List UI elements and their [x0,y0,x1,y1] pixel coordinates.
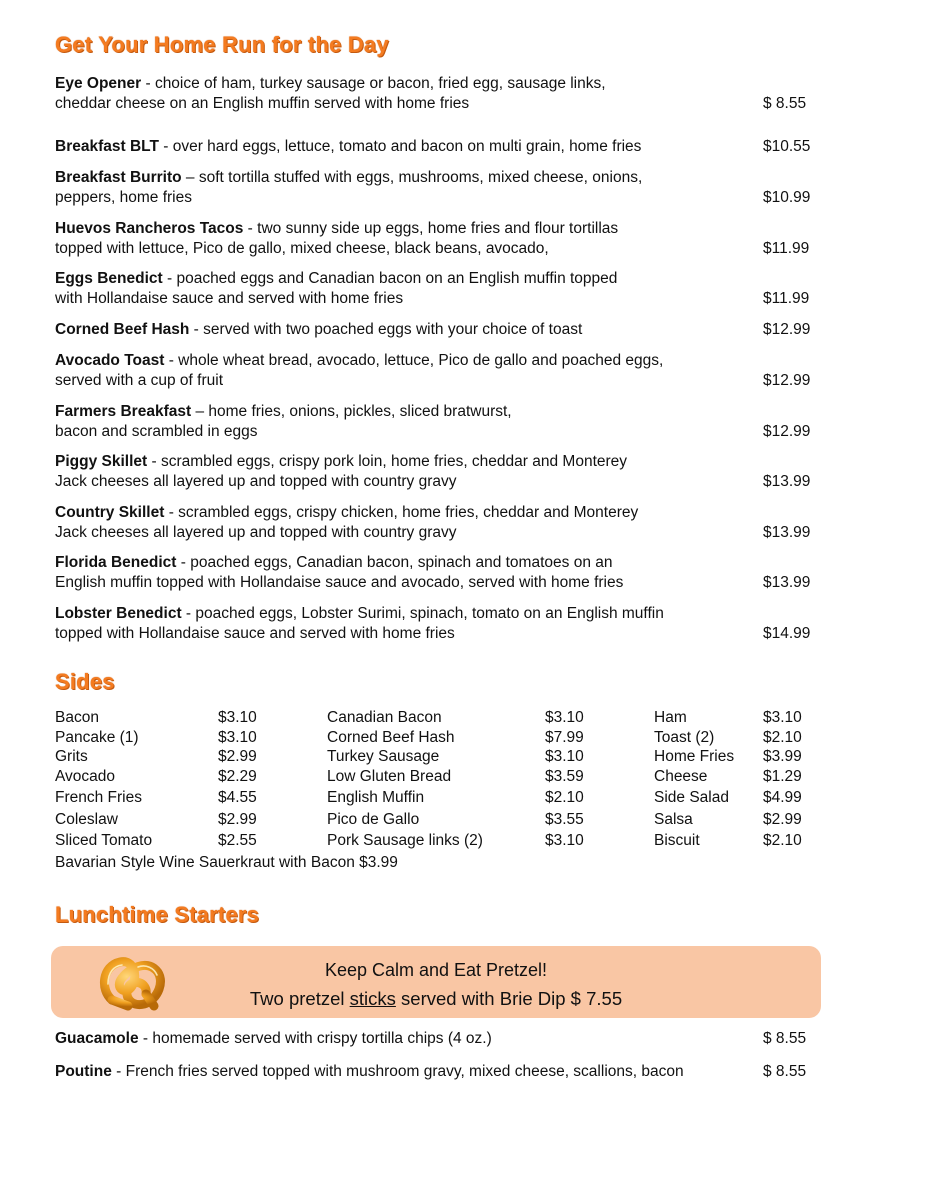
promo-line-2-start: Two pretzel [249,988,350,1009]
menu-item-description [55,137,745,157]
sides-row [55,811,875,831]
menu-item-desc-line-1: home fries, onions, pickles, sliced bratwurst, [208,403,512,420]
menu-item-name: Avocado Toast [55,352,165,369]
menu-item-desc-line-1: served with two poached eggs with your choice of toast [203,321,583,338]
menu-item-description [55,74,745,113]
side-item-price: $2.99 [218,811,257,828]
menu-item [55,553,875,592]
menu-item-description [55,604,745,643]
side-item-price: $2.29 [218,768,257,785]
side-item-price: $4.55 [218,789,257,806]
menu-item-separator: - [176,554,191,571]
menu-item-name: Farmers Breakfast [55,403,192,420]
menu-item-description [55,1029,745,1049]
menu-item-description [55,269,745,308]
menu-item-desc-line-2: Jack cheeses all layered up and topped with country gravy [55,472,457,490]
menu-item-desc-line-1: poached eggs, Lobster Surimi, spinach, tomato on an English muffin [195,605,664,622]
menu-item-desc-line-1: poached eggs, Canadian bacon, spinach and tomatoes on an [190,554,613,571]
side-item-name: Side Salad [654,789,729,806]
menu-item-desc-line-1: soft tortilla stuffed with eggs, mushrooms, mixed cheese, onions, [198,169,643,186]
menu-item-desc-line-1: whole wheat bread, avocado, lettuce, Pico de gallo and poached eggs, [178,352,664,369]
menu-item-name: Poutine [55,1063,112,1080]
side-item-price: $3.99 [763,748,802,765]
side-item-name: Coleslaw [55,811,118,828]
side-item-price: $1.29 [763,768,802,785]
menu-item-desc-line-1: poached eggs and Canadian bacon on an English muffin topped [176,270,618,287]
side-item-name: Sliced Tomato [55,832,153,849]
menu-item-description [55,219,745,258]
menu-item-separator: - [181,605,196,622]
menu-item-separator: - [164,504,179,521]
menu-item-description [55,351,745,390]
menu-item-name: Breakfast Burrito [55,169,182,186]
menu-item-desc-line-1: choice of ham, turkey sausage or bacon, fried egg, sausage links, [154,75,606,92]
side-item-name: French Fries [55,789,142,806]
menu-item-desc-line-2: Jack cheeses all layered up and topped with country gravy [55,523,457,541]
menu-item-desc-line-2: bacon and scrambled in eggs [55,422,258,440]
menu-item-separator: - [141,75,155,92]
side-item-name: Ham [654,709,687,726]
menu-item-price: $ 8.55 [763,1030,807,1047]
menu-item-price: $13.99 [763,523,811,541]
menu-item-description [55,168,745,207]
menu-item-desc-line-2: topped with lettuce, Pico de gallo, mixed cheese, black beans, avocado, [55,239,549,257]
side-item-price: $3.10 [545,748,584,765]
menu-item-description [55,402,745,441]
side-item-name: Salsa [654,811,693,828]
menu-item-desc-line-1: over hard eggs, lettuce, tomato and bacon on multi grain, home fries [172,138,642,155]
menu-item-separator: - [164,352,179,369]
menu-item-desc-line-2: peppers, home fries [55,188,192,206]
menu-item-separator: - [138,1030,153,1047]
side-item-price: $2.99 [218,748,257,765]
side-item-price: $7.99 [545,729,584,746]
sides-row [55,832,875,852]
menu-item-separator: - [147,453,161,470]
menu-item-desc-line-1: homemade served with crispy tortilla chips (4 oz.) [152,1030,492,1047]
menu-item-name: Huevos Rancheros Tacos [55,220,244,237]
side-item-price: $2.10 [763,729,802,746]
menu-item-separator: - [162,270,177,287]
menu-item-price: $12.99 [763,371,811,389]
menu-item [55,168,875,207]
menu-item [55,137,875,157]
sides-row [55,748,875,768]
side-item-price: $3.10 [218,709,257,726]
menu-item-separator: – [191,403,209,420]
menu-item-description [55,452,745,491]
menu-item-separator: - [189,321,204,338]
menu-item [55,269,875,308]
menu-item [55,503,875,542]
side-item-price: $3.10 [763,709,802,726]
menu-item-name: Piggy Skillet [55,453,148,470]
menu-item-name: Guacamole [55,1030,139,1047]
side-item-name: Corned Beef Hash [327,729,455,746]
menu-item [55,351,875,390]
menu-item-description [55,553,745,592]
side-item-name: Pico de Gallo [327,811,420,828]
promo-line-2-underlined: sticks [349,988,396,1009]
sides-row [55,709,875,729]
menu-item-description [55,320,745,340]
menu-item-description [55,503,745,542]
menu-item-description [55,1062,745,1082]
menu-item-price: $ 8.55 [763,94,807,112]
menu-item-name: Country Skillet [55,504,165,521]
menu-item-name: Lobster Benedict [55,605,182,622]
menu-item-separator: - [158,138,173,155]
menu-item [55,74,875,113]
side-item-name: Canadian Bacon [327,709,442,726]
side-item-name: Biscuit [654,832,700,849]
side-item-name: Pork Sausage links (2) [327,832,483,849]
menu-item-separator: - [243,220,258,237]
promo-line-2-end: served with Brie Dip $ 7.55 [395,988,623,1009]
menu-item-name: Breakfast BLT [55,138,159,155]
side-item-price: $3.10 [218,729,257,746]
side-item-name: Home Fries [654,748,735,765]
side-item-price: $3.10 [545,709,584,726]
side-item-price: $3.55 [545,811,584,828]
menu-item-separator: - [111,1063,126,1080]
side-item-price: $2.55 [218,832,257,849]
menu-item-desc-line-1: two sunny side up eggs, home fries and flour tortillas [257,220,619,237]
side-item-price: $2.10 [545,789,584,806]
side-item-name: Low Gluten Bread [327,768,452,785]
menu-item-desc-line-1: French fries served topped with mushroom gravy, mixed cheese, scallions, bacon [125,1063,684,1080]
menu-item-price: $ 8.55 [763,1063,807,1080]
sides-extra-item: Bavarian Style Wine Sauerkraut with Bacon $3.99 [55,854,398,871]
promo-line-1: Keep Calm and Eat Pretzel! [324,960,548,980]
side-item-price: $4.99 [763,789,802,806]
menu-item-name: Eye Opener [55,75,142,92]
menu-item-price: $12.99 [763,422,811,440]
sides-row [55,789,875,809]
menu-item-name: Eggs Benedict [55,270,163,287]
menu-item [55,320,875,340]
menu-item-price: $11.99 [763,239,810,257]
side-item-price: $2.99 [763,811,802,828]
menu-item [55,1029,875,1049]
sides-row [55,729,875,749]
menu-item-price: $10.99 [763,188,811,206]
menu-item-price: $11.99 [763,289,810,307]
menu-item-price: $10.55 [763,138,811,155]
menu-item-separator: – [181,169,199,186]
side-item-price: $2.10 [763,832,802,849]
side-item-name: Pancake (1) [55,729,139,746]
menu-item-name: Florida Benedict [55,554,177,571]
menu-item [55,452,875,491]
menu-item [55,604,875,643]
side-item-name: Toast (2) [654,729,715,746]
menu-item-price: $13.99 [763,573,811,591]
menu-item-desc-line-2: cheddar cheese on an English muffin served with home fries [55,94,470,112]
side-item-name: Avocado [55,768,116,785]
menu-item-name: Corned Beef Hash [55,321,190,338]
pretzel-promo-banner [51,946,821,1018]
side-item-price: $3.59 [545,768,584,785]
side-item-price: $3.10 [545,832,584,849]
section-heading-breakfast: Get Your Home Run for the Day [55,32,389,57]
menu-item-desc-line-2: topped with Hollandaise sauce and served with home fries [55,624,455,642]
section-heading-lunch: Lunchtime Starters [55,902,260,927]
menu-item [55,402,875,441]
menu-item [55,219,875,258]
menu-item-desc-line-1: scrambled eggs, crispy pork loin, home fries, cheddar and Monterey [160,453,628,470]
section-heading-sides: Sides [55,669,115,694]
menu-item-price: $13.99 [763,472,811,490]
side-item-name: Grits [55,748,88,765]
menu-item-desc-line-2: served with a cup of fruit [55,371,223,389]
side-item-name: Turkey Sausage [327,748,440,765]
side-item-name: Bacon [55,709,99,726]
side-item-name: English Muffin [327,789,425,806]
menu-item-desc-line-1: scrambled eggs, crispy chicken, home fries, cheddar and Monterey [178,504,639,521]
side-item-name: Cheese [654,768,708,785]
menu-item-desc-line-2: English muffin topped with Hollandaise sauce and avocado, served with home fries [55,573,624,591]
promo-line-2 [51,988,821,1010]
menu-item-price: $14.99 [763,624,811,642]
sides-row [55,768,875,788]
menu-item-price: $12.99 [763,321,811,338]
menu-item [55,1062,875,1082]
menu-item-desc-line-2: with Hollandaise sauce and served with home fries [55,289,404,307]
